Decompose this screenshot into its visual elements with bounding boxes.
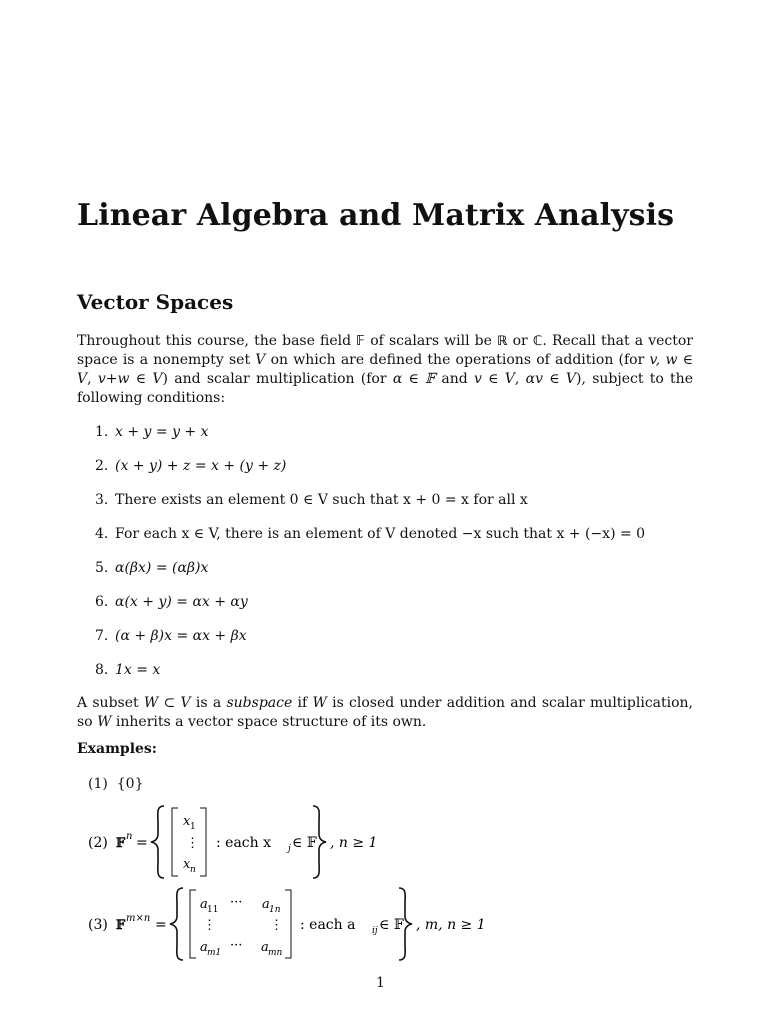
axiom-text: There exists an element 0 ∈ V such that x + 0 = x for all x bbox=[115, 492, 528, 508]
right-bracket-icon bbox=[200, 808, 206, 876]
vector-entry: x bbox=[183, 857, 191, 872]
example-label: (2) bbox=[88, 835, 108, 851]
example-3 bbox=[80, 884, 520, 964]
axiom-text: (x + y) + z = x + (y + z) bbox=[115, 458, 287, 474]
math-inline: V bbox=[255, 352, 266, 368]
axiom-item bbox=[95, 662, 160, 678]
example-condition: , n ≥ 1 bbox=[330, 835, 378, 851]
intro-text: , bbox=[87, 371, 98, 387]
axiom-number: 2. bbox=[95, 458, 109, 474]
axiom-item bbox=[95, 560, 208, 576]
example-label: (1) bbox=[88, 776, 108, 792]
math-inline: αv ∈ V bbox=[525, 371, 577, 387]
axiom-number: 4. bbox=[95, 526, 109, 542]
example-1 bbox=[88, 776, 143, 792]
matrix-entry: a bbox=[200, 940, 208, 955]
subscript: 1n bbox=[269, 905, 281, 915]
subspace-text: is a bbox=[190, 695, 227, 711]
page-number: 1 bbox=[376, 975, 385, 991]
axiom-number: 3. bbox=[95, 492, 109, 508]
complex-symbol: ℂ bbox=[532, 334, 543, 349]
subspace-paragraph bbox=[77, 694, 693, 732]
subscript: n bbox=[190, 865, 196, 875]
axiom-item bbox=[95, 526, 645, 542]
subscript: m1 bbox=[207, 948, 222, 958]
intro-text: of scalars will be bbox=[365, 333, 498, 349]
axiom-text: For each x ∈ V, there is an element of V denoted −x such that x + (−x) = 0 bbox=[115, 526, 646, 542]
intro-text: or bbox=[507, 333, 533, 349]
subscript: mn bbox=[268, 948, 283, 958]
subspace-text: is closed under addition and scalar multiplication, so bbox=[77, 695, 694, 730]
matrix-entry: a bbox=[261, 940, 269, 955]
subscript: 11 bbox=[207, 905, 219, 915]
intro-text: . Recall that a vector space is a nonempty set bbox=[77, 333, 693, 368]
example-formula: {0} bbox=[116, 776, 144, 792]
vdots-icon: ⋮ bbox=[203, 918, 216, 933]
math-inline: v, w ∈ V bbox=[77, 352, 693, 387]
axiom-text: (α + β)x = αx + βx bbox=[115, 628, 247, 644]
superscript: n bbox=[126, 831, 133, 842]
left-bracket-icon bbox=[190, 890, 196, 958]
intro-text: , bbox=[514, 371, 526, 387]
math-inline: v ∈ V bbox=[473, 371, 515, 387]
axiom-item bbox=[95, 492, 528, 508]
reals-symbol: ℝ bbox=[497, 334, 508, 349]
equals-sign: = bbox=[136, 835, 148, 851]
math-inline: α ∈ 𝔽 bbox=[392, 371, 436, 387]
axiom-number: 7. bbox=[95, 628, 109, 644]
axiom-text: 1x = x bbox=[115, 662, 161, 678]
section-heading: Vector Spaces bbox=[77, 290, 234, 314]
example-label: (3) bbox=[88, 917, 108, 933]
axiom-text: α(x + y) = αx + αy bbox=[115, 594, 248, 610]
field-symbol: 𝔽 bbox=[116, 836, 126, 851]
set-condition: ∈ 𝔽 bbox=[379, 917, 404, 933]
axiom-number: 8. bbox=[95, 662, 109, 678]
vdots-icon: ⋮ bbox=[270, 918, 283, 933]
subscript: ij bbox=[372, 926, 378, 936]
left-brace-icon bbox=[151, 806, 164, 878]
intro-text: and bbox=[435, 371, 474, 387]
axiom-text: x + y = y + x bbox=[115, 424, 209, 440]
axiom-item bbox=[95, 458, 286, 474]
field-symbol: 𝔽 bbox=[356, 334, 366, 349]
example-condition: , m, n ≥ 1 bbox=[416, 917, 486, 933]
page-title: Linear Algebra and Matrix Analysis bbox=[77, 198, 675, 233]
vector-entry: x bbox=[183, 814, 191, 829]
intro-text: on which are defined the operations of addition (for bbox=[265, 352, 650, 368]
subspace-term: subspace bbox=[226, 695, 293, 711]
set-condition: ∈ 𝔽 bbox=[292, 835, 317, 851]
vdots-icon: ⋮ bbox=[186, 836, 199, 851]
subspace-text: if bbox=[292, 695, 313, 711]
intro-text: Throughout this course, the base field bbox=[77, 333, 357, 349]
math-inline: v+w ∈ V bbox=[97, 371, 163, 387]
math-inline: W bbox=[97, 714, 112, 730]
axiom-item bbox=[95, 594, 248, 610]
matrix-entry: a bbox=[262, 897, 270, 912]
set-condition: : each a bbox=[300, 917, 356, 933]
field-symbol: 𝔽 bbox=[116, 918, 126, 933]
left-brace-icon bbox=[170, 888, 183, 960]
cdots-icon: ··· bbox=[230, 938, 243, 953]
axiom-number: 6. bbox=[95, 594, 109, 610]
left-bracket-icon bbox=[172, 808, 178, 876]
subspace-text: inherits a vector space structure of its own. bbox=[111, 714, 427, 730]
intro-text: ), subject to the following conditions: bbox=[77, 371, 693, 406]
subscript: 1 bbox=[190, 822, 196, 832]
axiom-item bbox=[95, 628, 247, 644]
subspace-text: A subset bbox=[77, 695, 144, 711]
axiom-number: 5. bbox=[95, 560, 109, 576]
cdots-icon: ··· bbox=[230, 895, 243, 910]
subscript: j bbox=[288, 844, 291, 854]
right-bracket-icon bbox=[285, 890, 291, 958]
axiom-item bbox=[95, 424, 209, 440]
superscript: m×n bbox=[126, 913, 151, 924]
math-inline: W ⊂ V bbox=[143, 695, 191, 711]
intro-paragraph bbox=[77, 332, 693, 408]
example-2 bbox=[80, 800, 420, 882]
set-condition: : each x bbox=[216, 835, 272, 851]
matrix-entry: a bbox=[200, 897, 208, 912]
examples-heading: Examples: bbox=[77, 741, 157, 757]
intro-text: ) and scalar multiplication (for bbox=[162, 371, 393, 387]
axiom-number: 1. bbox=[95, 424, 109, 440]
axiom-text: α(βx) = (αβ)x bbox=[115, 560, 209, 576]
equals-sign: = bbox=[155, 917, 167, 933]
math-inline: W bbox=[312, 695, 327, 711]
